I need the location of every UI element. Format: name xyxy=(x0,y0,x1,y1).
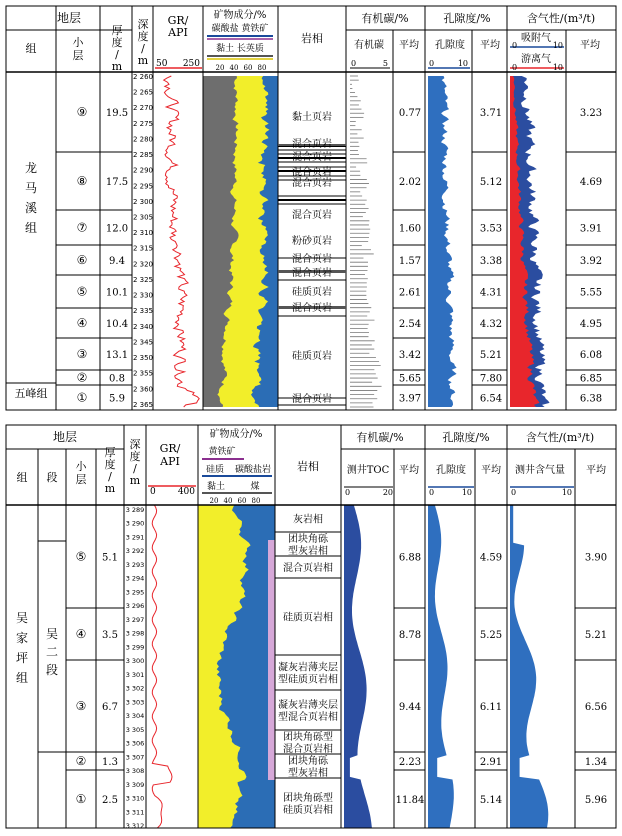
layer-thickness: 9.4 xyxy=(109,256,125,267)
avg-gas: 5.55 xyxy=(579,287,603,299)
lithofacies-label: 粉砂页岩 xyxy=(292,236,332,247)
sub-clay: 黏土 长英质 xyxy=(216,44,264,54)
lithofacies-label: 型灰岩相 xyxy=(288,768,328,779)
gr-max: 250 xyxy=(182,59,200,69)
min-tick: 20 xyxy=(215,64,225,72)
layer-thickness: 10.4 xyxy=(105,319,129,330)
depth-tick: 3 298 xyxy=(125,629,145,638)
toc-max: 5 xyxy=(382,59,388,68)
group-wujiaping xyxy=(16,611,28,685)
layer-number: ① xyxy=(76,390,88,405)
avg-gas: 3.23 xyxy=(579,108,603,119)
depth-tick: 3 292 xyxy=(125,547,145,556)
lithofacies-label: 硅质页岩相 xyxy=(283,805,333,816)
char: 段 xyxy=(45,663,59,677)
header-por: 孔隙度/% xyxy=(443,12,491,25)
sub-carbonate: 碳酸盐岩 xyxy=(234,465,272,475)
layer-number: ① xyxy=(75,792,87,806)
avg-gas: 4.95 xyxy=(579,319,603,330)
avg-toc: 3.97 xyxy=(398,393,422,405)
avg-porosity: 3.38 xyxy=(479,256,503,267)
gr-max: 400 xyxy=(177,487,195,497)
sub-por: 孔隙度 xyxy=(436,465,466,476)
lithofacies-label: 混合页岩 xyxy=(292,167,332,178)
avg-gas: 6.08 xyxy=(579,350,603,361)
avg-gas: 6.38 xyxy=(579,393,603,405)
avg-toc: 1.57 xyxy=(398,256,422,267)
depth-tick: 2 305 xyxy=(132,213,154,222)
depth-tick: 2 290 xyxy=(132,166,154,175)
lithofacies-label: 混合页岩 xyxy=(292,210,332,221)
gr-min: 50 xyxy=(156,59,168,69)
gas-min: 0 xyxy=(511,488,517,497)
header-mineral: 矿物成分/% xyxy=(213,10,267,21)
por-min: 0 xyxy=(429,488,435,497)
header-layer xyxy=(76,459,88,486)
lithofacies-label: 混合页岩 xyxy=(292,139,332,150)
gas-min: 0 xyxy=(512,41,518,50)
group-wufeng: 五峰组 xyxy=(14,387,48,400)
avg-porosity: 7.80 xyxy=(479,373,503,385)
layer-thickness: 13.1 xyxy=(105,350,129,361)
lithofacies-label: 硅质页岩相 xyxy=(283,612,333,624)
min-tick: 60 xyxy=(237,497,247,505)
gas-fill xyxy=(510,505,548,828)
depth-tick: 3 309 xyxy=(125,780,145,789)
header-group: 组 xyxy=(25,42,37,55)
avg-gas: 3.91 xyxy=(579,223,603,235)
header-stratum: 地层 xyxy=(56,11,82,25)
depth-tick: 2 360 xyxy=(132,385,154,394)
avg-gas: 1.34 xyxy=(584,757,608,768)
header-por: 孔隙度/% xyxy=(442,431,490,444)
panel-wujiaping xyxy=(6,425,616,830)
p1-mineral-fills xyxy=(203,76,278,407)
header-mineral: 矿物成分/% xyxy=(209,429,263,440)
header-gas: 含气性/(m³/t) xyxy=(526,12,596,25)
lithofacies-label: 型硅质页岩相 xyxy=(278,674,338,686)
member-wuer xyxy=(46,627,58,677)
header-layer xyxy=(73,35,85,62)
char: 度 xyxy=(129,450,141,463)
layer-thickness: 0.8 xyxy=(109,373,125,385)
layer-number: ③ xyxy=(75,699,87,713)
layer-number: ⑧ xyxy=(76,174,88,188)
depth-tick: 3 303 xyxy=(125,698,145,707)
toc-min: 0 xyxy=(345,488,351,497)
avg-porosity: 2.91 xyxy=(479,757,503,768)
char: 小 xyxy=(72,36,84,49)
sub-ads: 吸附气 xyxy=(521,33,551,44)
char: 组 xyxy=(24,221,38,235)
gas-max2: 10 xyxy=(552,63,563,72)
depth-tick: 2 365 xyxy=(132,400,154,409)
char: 龙 xyxy=(24,161,38,175)
panel-longmaxi xyxy=(6,6,616,410)
depth-tick: 2 330 xyxy=(132,291,154,300)
lithofacies-label: 团块角砾 xyxy=(288,756,328,767)
depth-tick: 2 275 xyxy=(132,119,154,128)
lithofacies-label: 型灰岩相 xyxy=(288,546,328,557)
depth-tick: 3 299 xyxy=(125,643,145,652)
avg-toc: 5.65 xyxy=(398,373,422,385)
depth-tick: 2 325 xyxy=(132,275,154,284)
sub-silica: 硅质 xyxy=(205,465,225,475)
header-thickness xyxy=(105,446,116,495)
depth-tick: 3 294 xyxy=(125,574,145,583)
avg-gas: 6.56 xyxy=(584,702,608,713)
avg-porosity: 5.14 xyxy=(479,795,503,806)
header-litho: 岩相 xyxy=(301,32,323,45)
min-tick: 20 xyxy=(209,497,219,505)
gr-min: 0 xyxy=(150,487,156,497)
char: 层 xyxy=(75,473,87,486)
char: m xyxy=(104,482,116,495)
layer-number: ⑦ xyxy=(76,220,88,235)
char: / xyxy=(115,48,119,61)
avg-porosity: 4.59 xyxy=(479,552,503,564)
header-gas: 含气性/(m³/t) xyxy=(525,431,595,444)
layer-thickness: 10.1 xyxy=(105,287,129,299)
lithofacies-label: 凝灰岩薄夹层 xyxy=(278,700,338,711)
sub-avg3: 平均 xyxy=(586,465,606,476)
avg-gas: 4.69 xyxy=(579,177,603,188)
lithofacies-label: 硅质页岩 xyxy=(292,351,332,362)
gas-max: 10 xyxy=(552,41,563,50)
char: 吴 xyxy=(45,627,59,641)
char: 溪 xyxy=(24,201,38,215)
por-max: 10 xyxy=(457,59,468,68)
depth-tick: 3 296 xyxy=(125,602,145,611)
avg-toc: 3.42 xyxy=(398,350,422,361)
layer-thickness: 5.1 xyxy=(102,552,118,564)
sub-toc: 有机碳 xyxy=(354,40,384,51)
layer-thickness: 19.5 xyxy=(105,108,129,119)
sub-toc: 测井TOC xyxy=(346,465,390,476)
depth-tick: 3 291 xyxy=(125,533,145,542)
sub-avg2: 平均 xyxy=(481,465,501,476)
avg-toc: 2.54 xyxy=(398,319,422,330)
sub-avg1: 平均 xyxy=(399,40,419,51)
lithofacies-label: 团块角砾 xyxy=(288,534,328,545)
sub-pyrite: 黄铁矿 xyxy=(208,447,236,457)
sub-clay: 黏土 xyxy=(206,482,226,492)
avg-toc: 8.78 xyxy=(398,630,422,641)
depth-tick: 2 350 xyxy=(132,354,154,363)
char: 组 xyxy=(15,671,29,685)
header-stratum: 地层 xyxy=(52,430,78,444)
depth-tick: 2 300 xyxy=(132,197,154,206)
char: 家 xyxy=(15,631,29,645)
layer-thickness: 12.0 xyxy=(105,223,129,235)
avg-gas: 5.21 xyxy=(584,630,608,641)
min-tick: 60 xyxy=(243,64,253,72)
header-depth xyxy=(130,438,141,487)
layer-number: ④ xyxy=(76,316,88,330)
sub-coal: 煤 xyxy=(250,482,260,492)
char: 度 xyxy=(137,30,149,43)
gr-curve xyxy=(152,505,172,828)
header-thickness xyxy=(112,24,123,73)
avg-toc: 11.84 xyxy=(395,795,425,806)
char: 小 xyxy=(75,460,87,473)
layer-thickness: 1.3 xyxy=(102,757,118,768)
header-gr2: API xyxy=(168,26,188,39)
por-max: 10 xyxy=(461,488,472,497)
depth-tick: 2 355 xyxy=(132,369,154,378)
depth-tick: 3 306 xyxy=(125,739,145,748)
lithofacies-label: 混合页岩 xyxy=(292,178,332,189)
por-min: 0 xyxy=(429,59,435,68)
char: 吴 xyxy=(15,611,29,625)
layer-thickness: 17.5 xyxy=(105,177,129,188)
avg-porosity: 6.54 xyxy=(479,393,503,405)
char: 深 xyxy=(129,438,141,451)
lithofacies-label: 混合页岩相 xyxy=(283,744,333,755)
lithofacies-label: 黏土页岩 xyxy=(292,112,332,123)
depth-tick: 2 285 xyxy=(132,151,154,160)
avg-porosity: 3.71 xyxy=(479,108,503,119)
layer-number: ⑨ xyxy=(76,105,88,119)
depth-tick: 2 320 xyxy=(132,260,154,269)
layer-number: ⑥ xyxy=(76,253,88,267)
layer-number: ⑤ xyxy=(75,549,87,564)
avg-porosity: 5.25 xyxy=(479,630,503,641)
depth-tick: 3 311 xyxy=(125,808,145,817)
min-tick: 80 xyxy=(251,497,261,505)
depth-tick: 2 310 xyxy=(132,229,154,238)
char: m xyxy=(111,60,123,73)
char: 坪 xyxy=(15,651,29,665)
depth-tick: 2 345 xyxy=(132,338,154,347)
header-depth xyxy=(138,18,149,67)
sub-avg2: 平均 xyxy=(480,40,500,51)
sub-avg3: 平均 xyxy=(580,40,600,51)
min-tick: 80 xyxy=(257,64,267,72)
header-toc: 有机碳/% xyxy=(361,12,409,25)
char: / xyxy=(133,462,137,475)
lithofacies-label: 混合页岩 xyxy=(292,268,332,279)
header-gr2: API xyxy=(160,455,180,468)
avg-toc: 6.88 xyxy=(398,552,422,564)
layer-thickness: 6.7 xyxy=(102,702,118,713)
depth-tick: 3 307 xyxy=(125,753,145,762)
layer-number: ② xyxy=(76,370,88,385)
depth-tick: 3 293 xyxy=(125,560,145,569)
char: 深 xyxy=(137,18,149,31)
avg-toc: 1.60 xyxy=(398,223,422,235)
sub-por: 孔隙度 xyxy=(435,40,465,51)
avg-porosity: 3.53 xyxy=(479,223,503,235)
char: / xyxy=(141,42,145,55)
char: 马 xyxy=(24,181,38,195)
lithofacies-label: 混合页岩 xyxy=(292,303,332,314)
layer-thickness: 5.9 xyxy=(109,393,125,405)
depth-tick: 3 300 xyxy=(125,657,145,666)
avg-toc: 9.44 xyxy=(398,702,422,713)
p2-mineral-fills xyxy=(198,505,275,828)
char: 厚 xyxy=(104,446,116,459)
min-tick: 40 xyxy=(229,64,239,72)
depth-tick: 2 265 xyxy=(132,88,154,97)
sub-free: 游离气 xyxy=(521,54,551,65)
avg-gas: 6.85 xyxy=(579,373,603,385)
lithofacies-label: 团块角砾型 xyxy=(283,793,333,804)
char: 层 xyxy=(72,49,84,62)
char: m xyxy=(137,54,149,67)
depth-tick: 2 335 xyxy=(132,307,154,316)
lithofacies-label: 凝灰岩薄夹层 xyxy=(278,662,338,674)
depth-tick: 3 305 xyxy=(125,725,145,734)
avg-gas: 5.96 xyxy=(584,795,608,806)
avg-toc: 0.77 xyxy=(398,108,422,119)
lithofacies-label: 混合页岩 xyxy=(292,394,332,405)
avg-porosity: 6.11 xyxy=(479,702,503,713)
gr-curve xyxy=(164,76,200,407)
char: 二 xyxy=(45,645,59,659)
layer-number: ② xyxy=(75,754,87,768)
gas-max: 10 xyxy=(561,488,572,497)
lithofacies-label: 混合页岩相 xyxy=(283,563,333,574)
header-group: 组 xyxy=(16,471,28,484)
sub-gas: 测井含气量 xyxy=(515,465,565,476)
group-longmaxi xyxy=(25,160,37,235)
depth-tick: 3 297 xyxy=(125,615,145,624)
header-gr: GR/ xyxy=(159,442,181,455)
char: / xyxy=(108,470,112,483)
avg-gas: 3.90 xyxy=(584,552,608,564)
avg-porosity: 5.21 xyxy=(479,350,503,361)
depth-tick: 3 290 xyxy=(125,519,145,528)
toc-fill xyxy=(344,505,372,828)
depth-tick: 3 289 xyxy=(125,506,145,514)
char: 度 xyxy=(111,36,123,49)
header-litho: 岩相 xyxy=(297,460,319,473)
avg-toc: 2.02 xyxy=(398,177,422,188)
toc-min: 0 xyxy=(351,59,357,68)
sub-carb: 碳酸盐 黄铁矿 xyxy=(211,24,269,34)
depth-tick: 2 315 xyxy=(132,244,154,253)
toc-max: 20 xyxy=(382,488,393,497)
layer-number: ③ xyxy=(76,347,88,361)
lithofacies-label: 混合页岩 xyxy=(292,152,332,163)
avg-porosity: 4.32 xyxy=(479,319,503,330)
depth-tick: 3 295 xyxy=(125,588,145,597)
layer-number: ④ xyxy=(75,627,87,641)
avg-porosity: 5.12 xyxy=(479,177,503,188)
layer-thickness: 2.5 xyxy=(102,795,118,806)
depth-tick: 2 295 xyxy=(132,182,154,191)
depth-tick: 2 260 xyxy=(132,73,154,81)
lithofacies-label: 硅质页岩 xyxy=(292,287,332,298)
avg-porosity: 4.31 xyxy=(479,287,503,299)
tuff-band xyxy=(268,540,275,780)
char: m xyxy=(129,474,141,487)
header-gr: GR/ xyxy=(167,14,189,27)
char: 度 xyxy=(104,458,116,471)
sub-avg1: 平均 xyxy=(399,465,419,476)
layer-thickness: 3.5 xyxy=(102,630,118,641)
depth-tick: 3 310 xyxy=(125,794,145,803)
porosity-fill xyxy=(428,76,457,407)
porosity-fill xyxy=(428,505,454,828)
min-tick: 40 xyxy=(223,497,233,505)
depth-tick: 2 270 xyxy=(132,104,154,113)
gas-min2: 0 xyxy=(512,63,518,72)
depth-tick: 3 308 xyxy=(125,767,145,776)
depth-tick: 3 304 xyxy=(125,712,145,721)
header-member: 段 xyxy=(46,471,58,484)
header-toc: 有机碳/% xyxy=(356,431,404,444)
depth-tick: 3 302 xyxy=(125,684,145,693)
lithofacies-label: 混合页岩 xyxy=(292,254,332,265)
avg-gas: 3.92 xyxy=(579,256,603,267)
depth-tick: 2 340 xyxy=(132,322,154,331)
lithofacies-label: 灰岩相 xyxy=(293,514,323,526)
layer-number: ⑤ xyxy=(76,284,88,299)
avg-toc: 2.23 xyxy=(398,757,422,768)
depth-tick: 2 280 xyxy=(132,135,154,144)
depth-tick: 3 312 xyxy=(125,822,145,830)
lithofacies-label: 型混合页岩相 xyxy=(278,712,338,723)
lithofacies-label: 团块角砾型 xyxy=(283,732,333,743)
depth-tick: 3 301 xyxy=(125,670,145,679)
avg-toc: 2.61 xyxy=(398,287,422,299)
char: 厚 xyxy=(111,24,123,37)
